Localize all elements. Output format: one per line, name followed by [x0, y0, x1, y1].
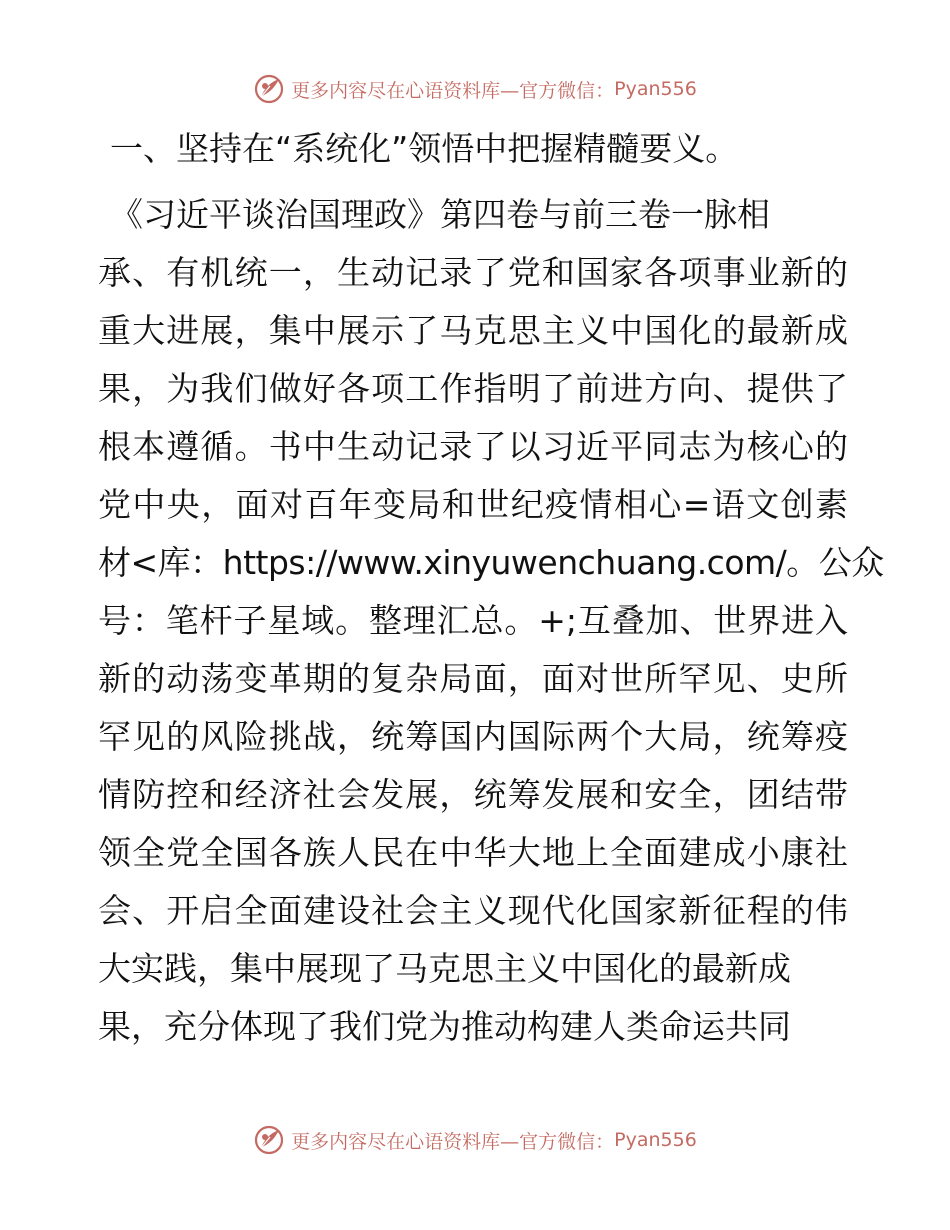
- footer-watermark: [0, 1123, 950, 1157]
- watermark-contact: Pyan556: [614, 78, 697, 100]
- watermark-text: 更多内容尽在心语资料库—官方微信：: [291, 79, 615, 102]
- body-line: 罕见的风险挑战，统筹国内国际两个大局，统筹疫: [98, 717, 848, 756]
- section-heading: 一、坚持在“系统化”领悟中把握精髓要义。: [110, 129, 739, 168]
- watermark-contact: Pyan556: [614, 1129, 697, 1151]
- body-line: 大实践，集中展现了马克思主义中国化的最新成: [98, 949, 791, 988]
- body-line: 材<库：https://www.xinyuwenchuang.com/。公众: [98, 543, 884, 582]
- body-line: 新的动荡变革期的复杂局面，面对世所罕见、史所: [98, 659, 848, 698]
- body-line: 领全党全国各族人民在中华大地上全面建成小康社: [98, 833, 848, 872]
- body-line: 根本遵循。书中生动记录了以习近平同志为核心的: [98, 427, 848, 466]
- document-body: [98, 120, 884, 1056]
- body-line: 号：笔杆子星域。整理汇总。+;互叠加、世界进入: [98, 601, 848, 640]
- body-line: 党中央，面对百年变局和世纪疫情相心=语文创素: [98, 485, 848, 524]
- body-line: 重大进展，集中展示了马克思主义中国化的最新成: [98, 311, 848, 350]
- header-watermark: [0, 72, 950, 106]
- feather-pen-icon: [253, 1124, 285, 1156]
- body-line: 果，为我们做好各项工作指明了前进方向、提供了: [98, 369, 848, 408]
- body-line: 情防控和经济社会发展，统筹发展和安全，团结带: [98, 775, 848, 814]
- body-line: 《习近平谈治国理政》第四卷与前三卷一脉相: [110, 195, 770, 234]
- body-line: 会、开启全面建设社会主义现代化国家新征程的伟: [98, 891, 848, 930]
- feather-pen-icon: [253, 73, 285, 105]
- watermark-text: 更多内容尽在心语资料库—官方微信：: [291, 1130, 615, 1153]
- body-line: 果，充分体现了我们党为推动构建人类命运共同: [98, 1007, 791, 1046]
- body-line: 承、有机统一，生动记录了党和国家各项事业新的: [98, 253, 848, 292]
